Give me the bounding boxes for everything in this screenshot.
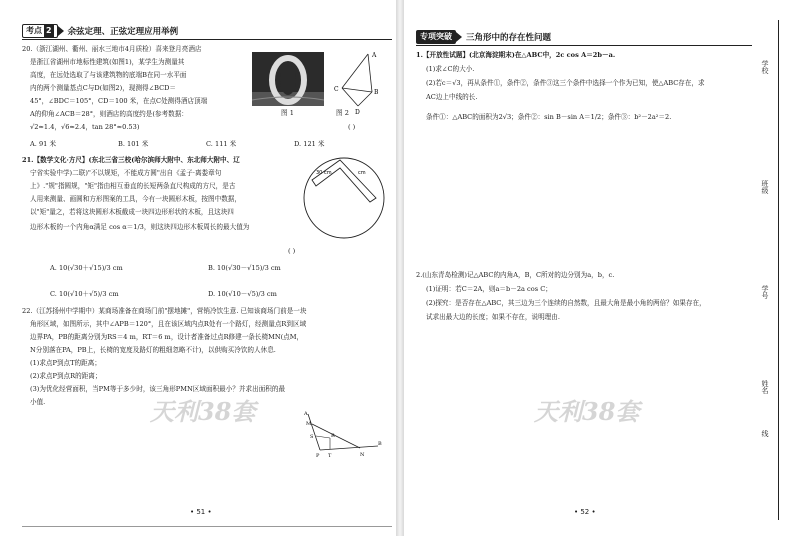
page-number-52: • 52 •	[574, 508, 596, 516]
square-length-label: 30 cm	[316, 170, 332, 176]
right-page	[404, 0, 800, 536]
q21-line-6: 边形木板的一个内角α满足 cos α＝1/3，则这块四边形木板周长的最大值为	[30, 223, 250, 231]
section-tag-label: 考点	[26, 26, 42, 35]
hotel-photo-image	[252, 52, 324, 106]
q20-option-d: D. 121 米	[294, 140, 325, 148]
fig-label-N: N	[360, 452, 365, 458]
angle-region-diagram	[298, 410, 384, 458]
section-tag-arrow-icon	[58, 26, 64, 36]
section-tag-number: 2	[46, 26, 52, 35]
watermark-logo: 天利38套	[150, 397, 256, 426]
q21-line-3: 上》."规"指圆规，"矩"指由相互垂直的长短两条直尺构成的方尺，是古	[30, 182, 236, 190]
fig-label-M: M	[306, 421, 312, 427]
section-tag	[22, 24, 58, 38]
sidebar-label-class: 班级	[761, 180, 769, 194]
topic-tag-label: 专项突破	[420, 32, 452, 41]
fig1-caption: 图 1	[281, 109, 294, 117]
q20-answer-paren: ( )	[348, 123, 356, 131]
q21-line-5: 以"矩"量之，若将这块圆形木板截成一块四边形形状的木板，且这块四	[30, 208, 234, 216]
r-q1-line-4: AC边上中线的长.	[426, 93, 478, 101]
q20-line-3: 高度，在远处选取了与该建筑物的底端B在同一水平面	[30, 71, 187, 79]
q20-option-c: C. 111 米	[206, 140, 237, 148]
fig-label-T: T	[328, 453, 332, 458]
q21-answer-paren: ( )	[288, 247, 296, 255]
footer-rule	[22, 526, 392, 527]
watermark-logo-right: 天利38套	[534, 397, 640, 426]
fig-label-R: R	[331, 433, 335, 439]
q20-line-7: √2≈1.4，√6≈2.4，tan 28°≈0.53)	[30, 123, 140, 131]
sidebar-label-line: 线	[761, 430, 769, 437]
svg-text:C: C	[334, 86, 339, 93]
circle-square-diagram	[300, 150, 388, 242]
sidebar-label-school: 学校	[761, 60, 769, 74]
sidebar-label-name: 姓名	[761, 380, 769, 394]
book-gutter	[396, 0, 404, 536]
svg-text:D: D	[355, 109, 360, 116]
q22-line-4: N分别落在PA，PB上，长椅的宽度及路灯的粗细忽略不计)，以供购买冷饮的人休息.	[30, 346, 276, 354]
fig2-caption: 图 2	[336, 109, 349, 117]
q22-line-3: 边界PA，PB的距离分别为RS＝4 m，RT＝6 m，设计者准备过点R修建一条长椅MN(点M，	[30, 333, 304, 341]
fig-label-P: P	[316, 453, 320, 458]
q22-line-2: 角形区域，如图所示，其中∠APB＝120°，且在该区域内点R处有一个路灯，经测量点R到区域	[30, 320, 307, 328]
page-number-51: • 51 •	[190, 508, 212, 516]
q21-option-d: D. 10(√10－√5)/3 cm	[208, 290, 277, 298]
r-q1-line-2: (1)求∠C的大小.	[426, 65, 475, 73]
binding-sidebar	[752, 20, 792, 520]
q22-line-1: 22.（江苏扬州中学期中）某商场准备在商场门前"摆地摊"，营销冷饮生意. 已知该商场门前是一块	[22, 307, 307, 315]
q21-line-2: 宁省实验中学)二联)"不以规矩，不能成方圆"出自《孟子·离娄章句	[30, 169, 222, 177]
q20-line-4: 内的两个测量基点C与D(如图2)，现测得∠BCD＝	[30, 84, 176, 92]
q20-line-2: 是浙江省湖州市地标性建筑(如图1)，某学生为测量其	[30, 58, 185, 66]
topic-header-rule	[416, 45, 752, 46]
section-header	[22, 24, 178, 38]
q22-line-7: (3)为优化经营面积，当PM等于多少时，该三角形PMN区域面积最小？并求出面积的最	[30, 385, 286, 393]
header-rule	[22, 39, 392, 40]
r-q1-line-5: 条件①：△ABC的面积为2√3；条件②：sin B－sin A＝1/2；条件③：b²－2a²＝2.	[426, 113, 672, 121]
q21-option-b: B. 10(√30－√15)/3 cm	[208, 264, 281, 272]
topic-tag	[416, 30, 456, 44]
q21-option-a: A. 10(√30＋√15)/3 cm	[50, 264, 123, 272]
r-q2-line-2: (1)证明：若C＝2A，则a＝b－2a cos C；	[426, 285, 552, 293]
r-q1-line-1: 1.【开放性试题】(北京海淀期末)在△ABC中，2c cos A＝2b－a.	[416, 51, 616, 59]
q20-line-1: 20.（浙江湖州、衢州、丽水三地市4月质检）喜来登月亮酒店	[22, 45, 202, 53]
q22-line-5: (1)求点P到点T的距离；	[30, 359, 101, 367]
q21-line-4: 人用来测量、画圆和方形图案的工具，今有一块圆形木板，按图中数据，	[30, 195, 241, 203]
q20-line-5: 45°，∠BDC＝105°，CD＝100 米，在点C处测得酒店顶端	[30, 97, 208, 105]
svg-text:cm: cm	[358, 170, 366, 176]
topic-header	[416, 30, 551, 44]
q21-option-c: C. 10(√10＋√5)/3 cm	[50, 290, 119, 298]
q20-line-6: A的仰角∠ACB＝28°，则酒店的高度约是(参考数据：	[30, 110, 188, 118]
fig-label-S: S	[310, 434, 314, 440]
svg-text:B: B	[374, 89, 379, 96]
hotel-photo	[252, 52, 324, 106]
q22-line-6: (2)求点P到点R的距离；	[30, 372, 102, 380]
q20-option-a: A. 91 米	[30, 140, 57, 148]
r-q2-line-4: 试求出最大边的长度；如果不存在，说明理由.	[426, 313, 560, 321]
binding-line	[778, 20, 779, 520]
r-q2-line-3: (2)探究：是否存在△ABC，其三边为三个连续的自然数，且最大角是最小角的两倍？如果存在，	[426, 299, 706, 307]
q22-line-8: 小值.	[30, 398, 46, 406]
topic-tag-arrow-icon	[456, 32, 462, 42]
svg-text:A: A	[372, 52, 377, 59]
sidebar-label-student-id: 学号	[761, 285, 769, 299]
section-title: 余弦定理、正弦定理应用举例	[67, 27, 179, 37]
fig-label-B: B	[378, 441, 382, 447]
fig-label-A: A	[304, 411, 308, 417]
r-q2-line-1: 2.(山东青岛检测)记△ABC的内角A，B，C所对的边分别为a，b，c.	[416, 271, 615, 279]
r-q1-line-3: (2)若c＝√3，再从条件①，条件②，条件③这三个条件中选择一个作为已知，使△ABC存在，求	[426, 79, 705, 87]
topic-title: 三角形中的存在性问题	[466, 33, 552, 43]
q21-line-1: 21.【数学文化·方尺】(东北三省三校(哈尔滨师大附中、东北师大附中、辽	[22, 156, 240, 164]
left-page	[0, 0, 396, 536]
q20-option-b: B. 101 米	[118, 140, 149, 148]
